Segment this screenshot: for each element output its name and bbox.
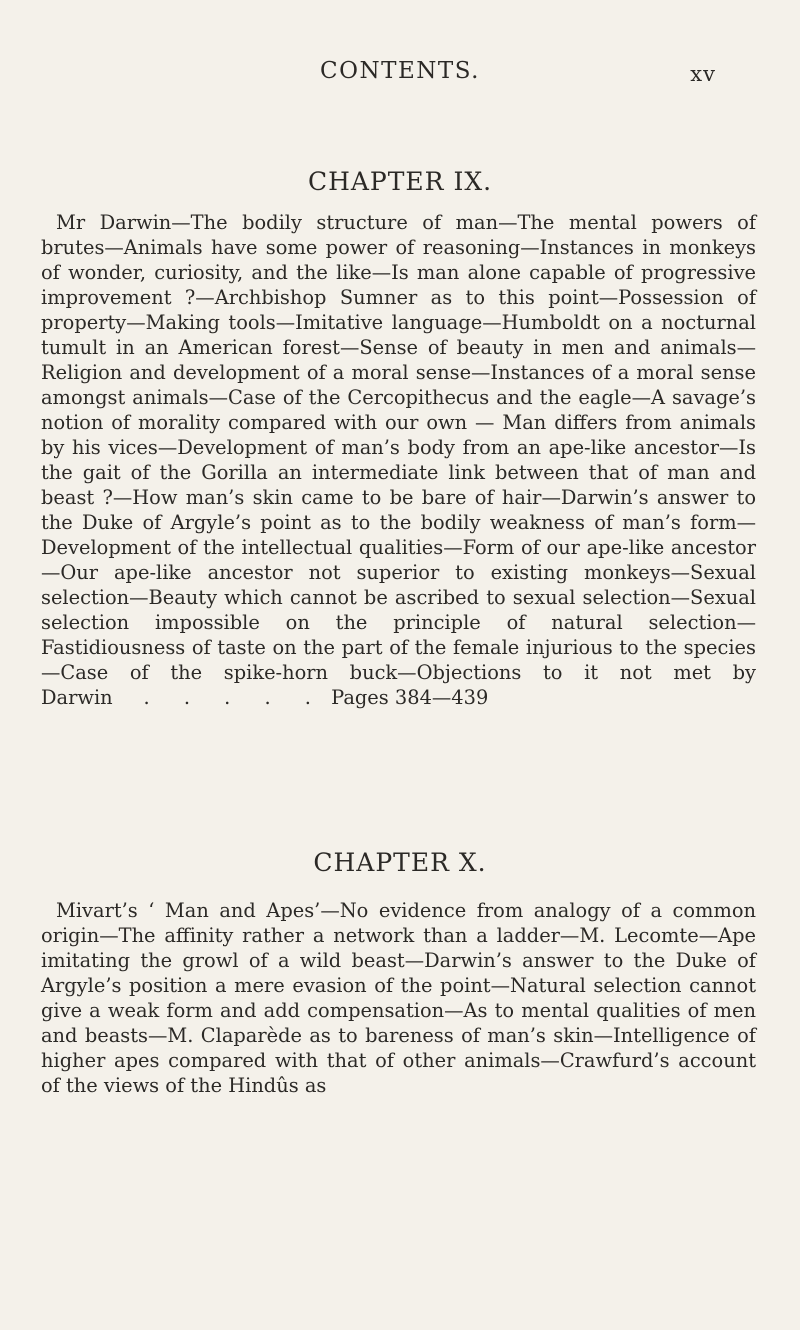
chapter-summary [41,210,756,815]
running-title: CONTENTS. [320,58,480,84]
chapter-summary-text: Mr Darwin—The bodily structure of man—The mental powers of brutes—Animals have some power of reasoning—Instances in monkeys of wonder, curiosity, and the like—Is man alone capable of progressive improvement ?—Archbishop Sumner as to this point—Possession of property—Making tools—Imitative language—Humboldt on a nocturnal tumult in an American forest—Sense of beauty in men and animals—Religion and development of a moral sense—Instances of a moral sense amongst animals—Case of the Cercopithecus and the eagle—A savage’s notion of morality compared with our own — Man differs from animals by his vices—Development of man’s body from an ape-like ancestor—Is the gait of the Gorilla an intermediate link between that of man and beast ?—How man’s skin came to be bare of hair—Darwin’s answer to the Duke of Argyle’s point as to the bodily weakness of man’s form—Development of the intellectual qualities—Form of our ape-like ancestor—Our ape-like ancestor not superior to existing monkeys—Sexual selection—Beauty which cannot be ascribed to sexual selection—Sexual selection impossible on the principle of natural selection—Fastidiousness of taste on the part of the female injurious to the species—Case of the spike-horn buck—Objections to it not met by Darwin [41,211,756,709]
chapter-summary [41,898,756,1318]
page-range: Pages 384—439 [331,686,489,709]
running-head [0,58,800,98]
chapter-heading: CHAPTER IX. [307,167,493,196]
page-number: xv [690,62,716,86]
chapter-heading: CHAPTER X. [313,848,487,877]
dot-leader: . . . . . [143,686,325,709]
chapter-summary-text: Mivart’s ‘ Man and Apes’—No evidence from analogy of a common origin—The affinity rather a network than a ladder—M. Lecomte—Ape imitating the growl of a wild beast—Darwin’s answer to the Duke of Argyle’s position a mere evasion of the point—Natural selection cannot give a weak form and add compensation—As to mental qualities of men and beasts—M. Claparède as to bareness of man’s skin—Intelligence of higher apes compared with that of other animals—Crawfurd’s account of the views of the Hindûs as [41,899,756,1097]
